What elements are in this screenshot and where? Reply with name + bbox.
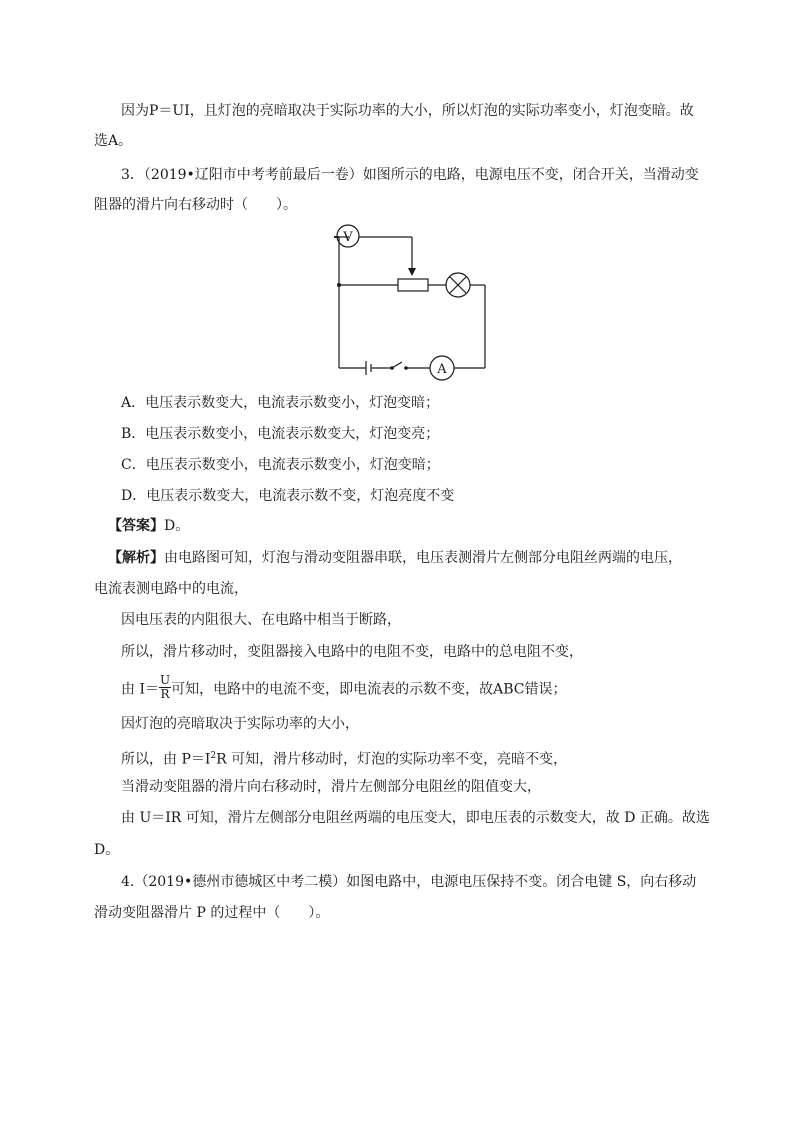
analysis-line-8: 当滑动变阻器的滑片向右移动时，滑片左侧部分电阻丝的阻值变大， xyxy=(121,779,541,795)
fraction-numerator: U xyxy=(159,673,171,687)
fraction-denominator: R xyxy=(160,687,170,701)
text-line: 选A。 xyxy=(94,133,133,149)
ammeter-label: A xyxy=(437,362,447,377)
question-3-line-2: 阻器的滑片向右移动时（ ）。 xyxy=(94,197,297,213)
option-b: B．电压表示数变小，电流表示数变大，灯泡变亮； xyxy=(121,426,440,442)
wire xyxy=(392,362,402,368)
analysis-line-4: 所以，滑片移动时，变阻器接入电路中的电阻不变，电路中的总电阻不变， xyxy=(121,644,583,660)
analysis-line-5 xyxy=(121,673,567,703)
analysis-line-6: 因灯泡的亮暗取决于实际功率的大小， xyxy=(121,716,359,732)
answer-line xyxy=(108,516,189,536)
question-3-line-1: 3．（2019•辽阳市中考考前最后一卷）如图所示的电路，电源电压不变，闭合开关，当滑动变 xyxy=(121,167,699,183)
analysis-label: 【解析】 xyxy=(108,550,164,566)
slider-arrow-icon xyxy=(408,268,416,276)
analysis-line-10: D。 xyxy=(94,842,120,858)
voltmeter-label: V xyxy=(343,230,353,245)
option-c: C．电压表示数变小，电流表示数变小，灯泡变暗； xyxy=(121,457,440,473)
answer-text: D。 xyxy=(164,518,190,534)
answer-label: 【答案】 xyxy=(108,518,164,534)
superscript: 2 xyxy=(210,751,217,761)
analysis-line-9: 由 U＝IR 可知，滑片左侧部分电阻丝两端的电压变大，即电压表的示数变大，故 D 正确。故选 xyxy=(121,810,710,826)
question-4-line-1: 4.（2019•德州市德城区中考二模）如图电路中，电源电压保持不变。闭合电键 S，向右移动 xyxy=(121,874,697,890)
circuit-diagram xyxy=(334,218,494,384)
fraction xyxy=(159,674,171,701)
analysis-line-3: 因电压表的内阻很大、在电路中相当于断路， xyxy=(121,612,401,628)
formula-prefix: 由 I＝ xyxy=(121,681,159,698)
analysis-line-1 xyxy=(108,548,682,568)
analysis-text: 由电路图可知，灯泡与滑动变阻器串联，电压表测滑片左侧部分电阻丝两端的电压， xyxy=(164,550,682,566)
analysis-line-7 xyxy=(121,746,567,770)
formula-prefix: 所以，由 P＝I xyxy=(121,751,211,768)
formula-suffix: R 可知，滑片移动时，灯泡的实际功率不变，亮暗不变， xyxy=(216,751,568,768)
question-4-line-2: 滑动变阻器滑片 P 的过程中（ ）。 xyxy=(94,905,330,921)
rheostat-icon xyxy=(398,279,428,291)
analysis-line-2: 电流表测电路中的电流， xyxy=(94,581,248,597)
text-line: 因为P＝UI，且灯泡的亮暗取决于实际功率的大小，所以灯泡的实际功率变小，灯泡变暗。故 xyxy=(121,103,694,119)
option-d: D．电压表示数变大，电流表示数不变，灯泡亮度不变 xyxy=(121,488,455,504)
formula-suffix: 可知，电路中的电流不变，即电流表的示数不变，故ABC错误； xyxy=(171,681,567,698)
option-a: A．电压表示数变大，电流表示数变小，灯泡变暗； xyxy=(121,395,440,411)
